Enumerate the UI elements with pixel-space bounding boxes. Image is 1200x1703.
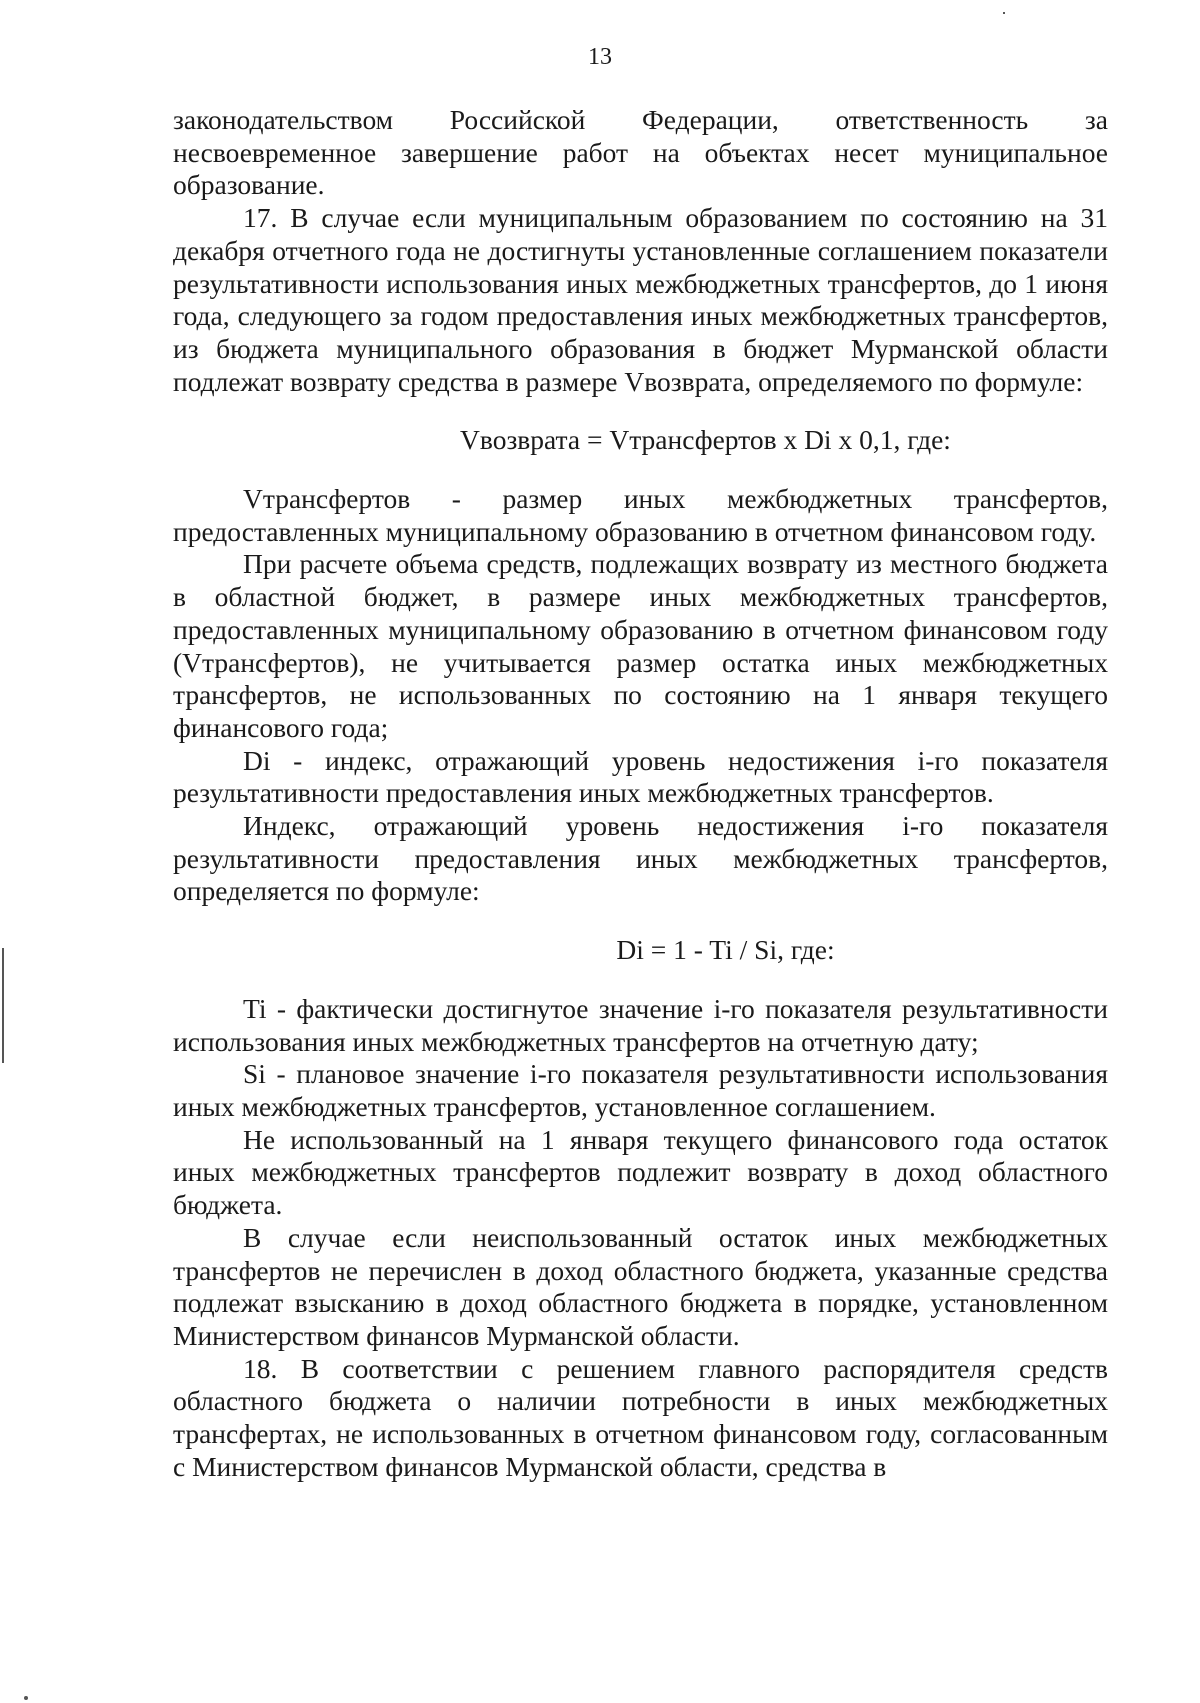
paragraph-di-definition: Di - индекс, отражающий уровень недостижения i-го показателя результативности предоставления иных межбюджетных трансфертов.: [173, 744, 1108, 809]
scan-edge-mark: [2, 948, 4, 1063]
scan-corner-dot: [24, 1696, 28, 1700]
paragraph-continuation: законодательством Российской Федерации, ответственность за несвоевременное завершение работ на объектах несет муниципальное образование.: [173, 104, 1108, 201]
formula-di: Di = 1 - Ti / Si, где:: [616, 934, 835, 966]
paragraph-recovery: В случае если неиспользованный остаток иных межбюджетных трансфертов не перечислен в доход областного бюджета, указанные средства подлежат взысканию в доход областного бюджета в порядке, установленном Министерством финансов Мурманской области.: [173, 1221, 1108, 1351]
document-body: [173, 104, 1108, 1483]
paragraph-si-definition: Si - плановое значение i-го показателя результативности использования иных межбюджетных трансфертов, установленное соглашением.: [173, 1058, 1108, 1122]
paragraph-item-18: 18. В соответствии с решением главного распорядителя средств областного бюджета о наличии потребности в иных межбюджетных трансфертах, не использованных в отчетном финансовом году, согласованным с Министерством финансов Мурманской области, средства в: [173, 1352, 1108, 1482]
paragraph-unused-balance: Не использованный на 1 января текущего финансового года остаток иных межбюджетных трансфертов подлежит возврату в доход областного бюджета.: [173, 1123, 1108, 1221]
paragraph-index-formula-intro: Индекс, отражающий уровень недостижения i-го показателя результативности предоставления иных межбюджетных трансфертов, определяется по формуле:: [173, 810, 1108, 907]
paragraph-ti-definition: Ti - фактически достигнутое значение i-го показателя результативности использования иных межбюджетных трансфертов на отчетную дату;: [173, 992, 1108, 1057]
formula-v-return: Vвозврата = Vтрансфертов x Di x 0,1, где:: [460, 424, 951, 456]
paragraph-calculation-note: При расчете объема средств, подлежащих возврату из местного бюджета в областной бюджет, в размере иных межбюджетных трансфертов, предоставленных муниципальному образованию в отчетном финансовом году (Vтрансфертов), не учитывается размер остатка иных межбюджетных трансфертов, не использованных по состоянию на 1 января текущего финансового года;: [173, 548, 1108, 743]
paragraph-item-17: 17. В случае если муниципальным образованием по состоянию на 31 декабря отчетного года не достигнуты установленные соглашением показатели результативности использования иных межбюджетных трансфертов, до 1 июня года, следующего за годом предоставления иных межбюджетных трансфертов, из бюджета муниципального образования в бюджет Мурманской области подлежат возврату средства в размере Vвозврата, определяемого по формуле:: [173, 202, 1108, 397]
page-number: 13: [588, 44, 612, 70]
scan-top-dot: [1003, 12, 1005, 14]
paragraph-v-transfers-definition: Vтрансфертов - размер иных межбюджетных трансфертов, предоставленных муниципальному образованию в отчетном финансовом году.: [173, 483, 1108, 547]
